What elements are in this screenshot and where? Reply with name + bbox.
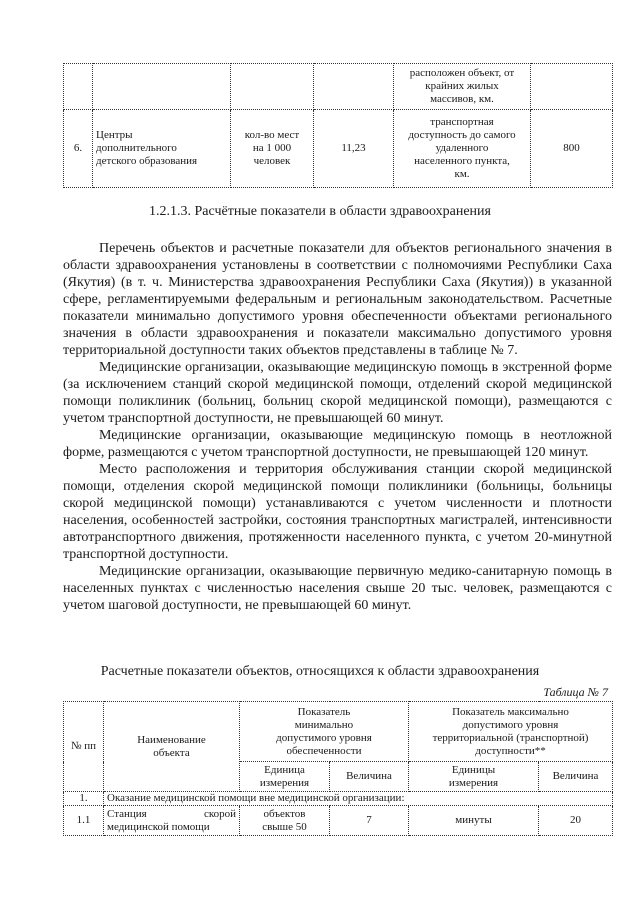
section-row-text: Оказание медицинской помощи вне медицинской организации: <box>104 792 613 806</box>
header-min-provision: Показатель минимально допустимого уровня обеспеченности <box>240 702 409 762</box>
table-7 <box>63 701 613 836</box>
value-2-cell: 20 <box>539 806 613 836</box>
object-name: Центры дополнительного детского образования <box>93 110 231 188</box>
paragraph: Место расположения и территория обслуживания станции скорой медицинской помощи, отделения скорой медицинской помощи поликлиники (больницы, больницы скорой медицинской помощи) устанавливаются с учетом численности и плотности населения, особенностей застройки, состояния транспортных магистралей, интенсивности автотранспортного движения, протяженности населенного пункта, с учетом 20-минутной транспортной доступности. <box>63 462 612 562</box>
section-heading: 1.2.1.3. Расчётные показатели в области здравоохранения <box>149 204 491 219</box>
table-7-title: Расчетные показатели объектов, относящихся к области здравоохранения <box>100 664 540 679</box>
unit-cell: кол-во мест на 1 000 человек <box>231 110 314 188</box>
header-value-1: Величина <box>330 762 409 792</box>
paragraph: Медицинские организации, оказывающие медицинскую помощь в неотложной форме, размещаются с учетом транспортной доступности, не превышающей 120 минут. <box>63 428 612 460</box>
header-unit-1: Единица измерения <box>240 762 330 792</box>
paragraph: Медицинские организации, оказывающие медицинскую помощь в экстренной форме (за исключением станций скорой медицинской помощи, отделений скорой медицинской помощи поликлиник (больниц, больниц скорой медицинской помощи), размещаются с учетом транспортной доступности, не превышающей 60 минут. <box>63 360 612 426</box>
paragraph: Медицинские организации, оказывающие первичную медико-санитарную помощь в населенных пунктах с численностью населения свыше 20 тыс. человек, размещаются с учетом шаговой доступности, не превышающей 60 минут. <box>63 564 612 613</box>
row-number: 1.1 <box>64 806 104 836</box>
table-6-continuation <box>63 63 613 188</box>
header-unit-2: Единицы измерения <box>409 762 539 792</box>
header-object-name: Наименование объекта <box>104 702 240 792</box>
table-header-row <box>64 702 613 762</box>
table-row <box>64 792 613 806</box>
table-row <box>64 806 613 836</box>
unit-2-cell: минуты <box>409 806 539 836</box>
paragraph: Перечень объектов и расчетные показатели для объектов регионального значения в области здравоохранения установлены в соответствии с полномочиями Республики Саха (Якутия) (в т. ч. Министерства здравоохранения Республики Саха (Якутия)) в указанной сфере, регламентируемыми федеральным и региональным законодательством. Расчетные показатели минимально допустимого уровня обеспеченности объектами регионального значения в области здравоохранения и показатели максимально допустимого уровня территориальной доступности таких объектов представлены в таблице № 7. <box>63 241 612 358</box>
access-cell-continued: расположен объект, от крайних жилых массивов, км. <box>394 64 531 110</box>
table-row <box>64 110 613 188</box>
header-number: № пп <box>64 702 104 792</box>
value-cell: 11,23 <box>314 110 394 188</box>
header-max-accessibility: Показатель максимально допустимого уровня территориальной (транспортной) доступности** <box>409 702 613 762</box>
body-text <box>63 240 612 614</box>
value-cell: 7 <box>330 806 409 836</box>
table-row <box>64 64 613 110</box>
access-cell: транспортная доступность до самого удаленного населенного пункта, км. <box>394 110 531 188</box>
row-number: 6. <box>64 110 93 188</box>
unit-cell: объектов свыше 50 <box>240 806 330 836</box>
access-value-cell: 800 <box>531 110 613 188</box>
object-name: Станция скорой медицинской помощи <box>104 806 240 836</box>
row-number: 1. <box>64 792 104 806</box>
header-value-2: Величина <box>539 762 613 792</box>
table-7-label: Таблица № 7 <box>543 685 608 699</box>
